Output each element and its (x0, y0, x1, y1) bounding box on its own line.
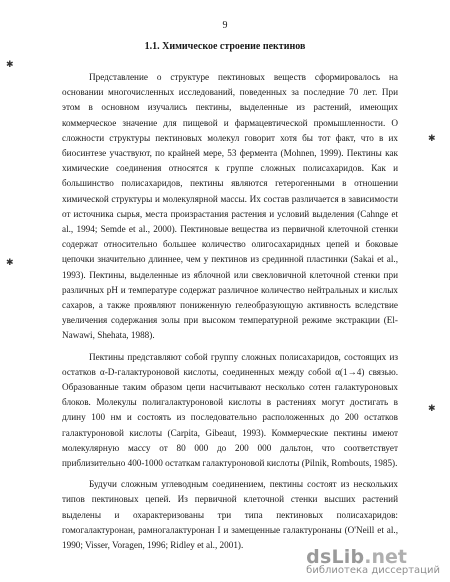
body-text (62, 70, 398, 559)
watermark-subtitle: библиотека диссертаций (306, 565, 440, 576)
margin-mark-icon: ✱ (428, 134, 436, 144)
watermark-main: dsLib (306, 546, 365, 568)
watermark (306, 546, 440, 576)
margin-mark-icon: ✱ (428, 404, 436, 414)
watermark-tld: .net (364, 546, 408, 568)
paragraph-2: Пектины представляют собой группу сложных полисахаридов, состоящих из остатков α-D-галактуроновой кислоты, соединенных между собой α(1→4) связью. Образованные таким образом цепи насчитывают несколько сотен галактуроновых блоков. Молекулы полигалактуроновой кислоты в растениях могут достигать в длину 100 нм и состоять из последовательно расположенных до 200 остатков галактуроновой кислоты (Carpita, Gibeaut, 1993). Коммерческие пектины имеют молекулярную массу от 80 000 до 200 000 дальтон, что соответствует приблизительно 400-1000 остаткам галактуроновой кислоты (Pilnik, Rombouts, 1985). (62, 351, 398, 469)
paragraph-3: Будучи сложным углеводным соединением, пектины состоят из нескольких типов пектиновых цепей. Из первичной клеточной стенки высших растений выделены и охарактеризованы три типа пектиновых полисахаридов: гомогалактуронан, рамногалактуронан I и замещенные галактуронаны (O'Neill et al., 1990; Visser, Voragen, 1996; Ridley et al., 2001). (62, 479, 398, 551)
margin-mark-icon: ✱ (6, 60, 14, 70)
margin-mark-icon: ✱ (6, 258, 14, 268)
paragraph-1: Представление о структуре пектиновых веществ сформировалось на основании многочисленных исследований, поведенных за последние 70 лет. При этом в основном изучались пектины, выделенные из растений, имеющих коммерческое значение для пищевой и фармацевтической промышленности. О сложности структуры пектиновых молекул говорит хотя бы тот факт, что в их биосинтезе участвуют, по крайней мере, 53 фермента (Mohnen, 1999). Пектины как химические соединения относятся к группе сложных полисахаридов. Как и большинство полисахаридов, пектины являются гетерогенными в отношении химической структуры и молекулярной массы. Их состав различается в зависимости от источника сырья, места произрастания растения и условий выделения (Cahnge et al., 1994; Semde et al., 2000). Пектиновые вещества из первичной клеточной стенки содержат относительно большее количество олигосахаридных цепей и боковые цепочки значительно длиннее, чем у пектинов из срединной пластинки (Sakai et al., 1993). Пектины, выделенные из яблочной или свекловичной клеточной стенки при различных pH и температуре содержат различное количество нейтральных и кислых сахаров, а также проявляют пониженную гелеобразующую активность вследствие увеличения содержания золы при высоком температурной режиме экстракции (El-Nawawi, Shehata, 1988). (62, 72, 398, 341)
page-number: 9 (222, 20, 228, 31)
section-title: 1.1. Химическое строение пектинов (144, 41, 306, 52)
